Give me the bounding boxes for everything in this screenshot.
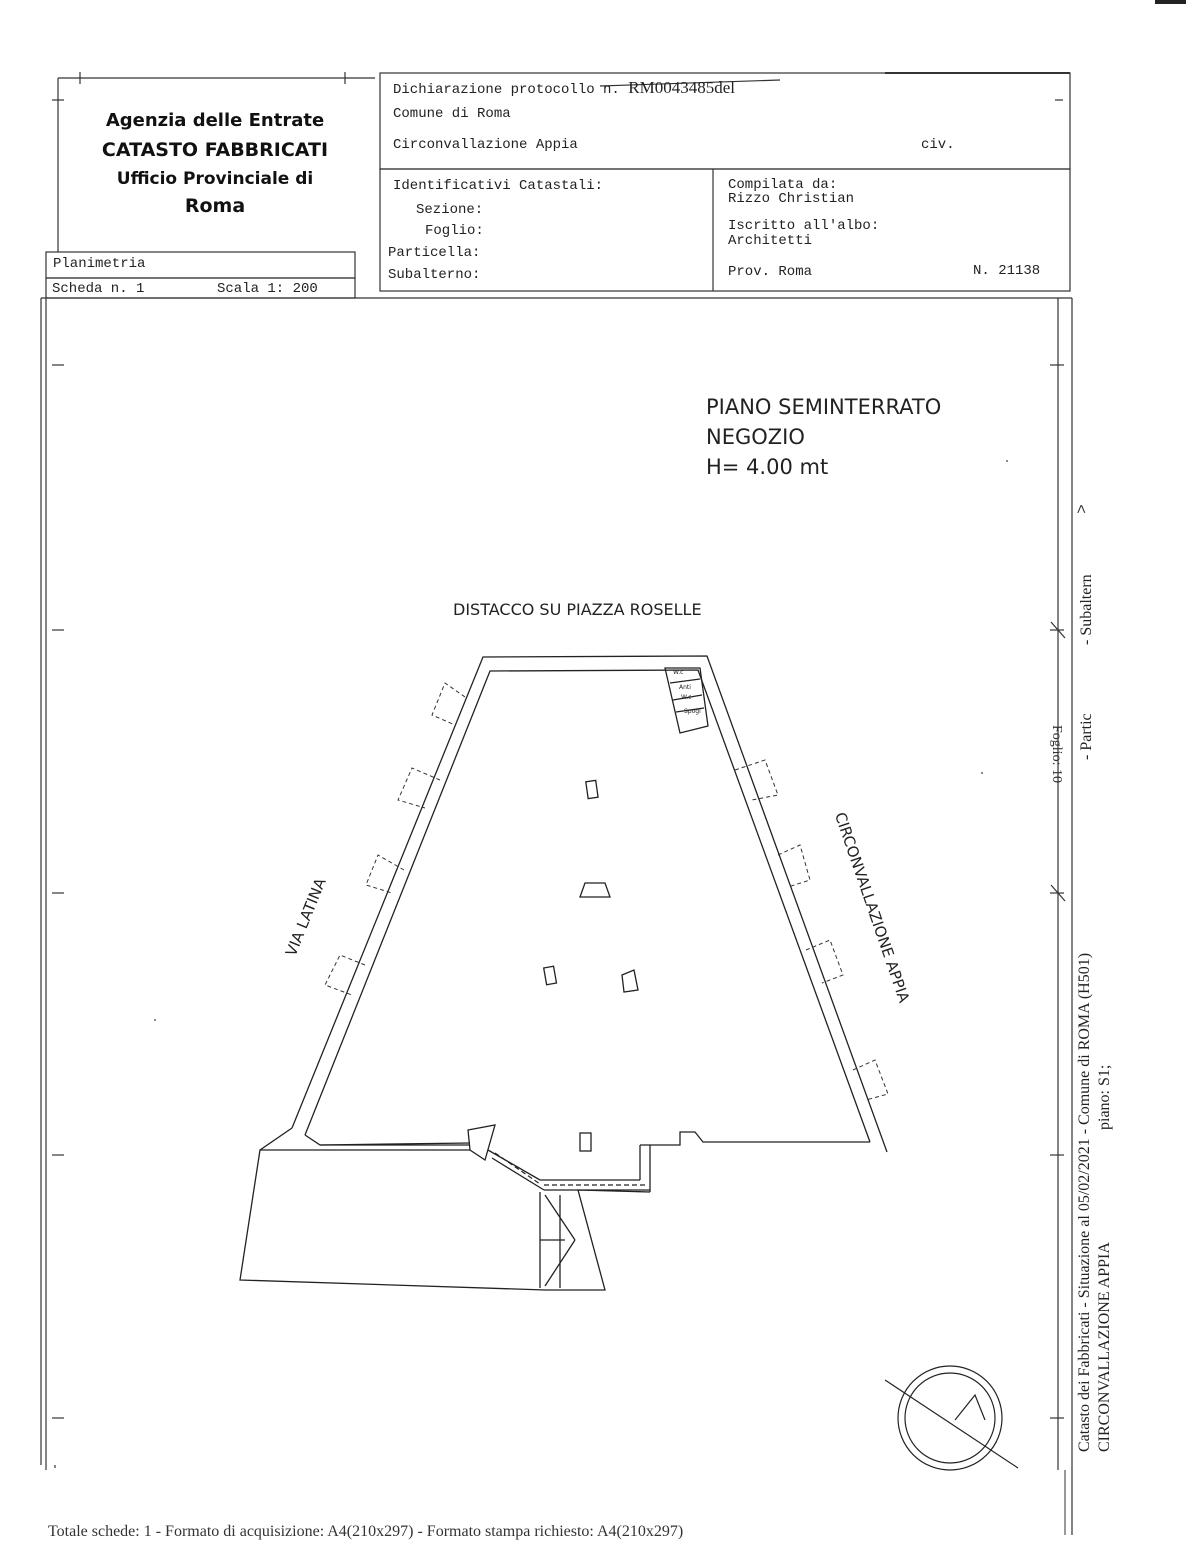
comune: Comune di Roma [393,106,511,122]
identificativi-title: Identificativi Catastali: [393,178,604,194]
particella-label: Particella: [388,245,481,261]
subalterno-label: Subalterno: [388,267,481,283]
plan-title [706,392,941,482]
room-spogliatoio: Spogl [684,708,701,715]
sidebar-piano: piano: S1; [1096,1064,1113,1130]
foglio-label: Foglio: [425,223,484,239]
sidebar-indirizzo: CIRCONVALLAZIONE APPIA [1096,1242,1113,1452]
sidebar-situazione: Catasto dei Fabbricati - Situazione al 05/02/2021 - Comune di ROMA (H501) [1076,952,1093,1452]
scheda-number: Scheda n. 1 [52,281,145,297]
room-wc-2: W.c [681,694,692,701]
iscritto-label: Iscritto all'albo: [728,218,880,234]
via-latina-label: VIA LATINA [282,875,330,959]
sidebar-arrow: > [1073,504,1091,514]
planimetria-label: Planimetria [53,256,146,272]
agency-name: Agenzia delle Entrate [105,110,325,131]
sidebar-foglio-partial: Foglio: 10 [1049,725,1064,783]
compilata-label: Compilata da: [728,177,838,193]
distacco-label: DISTACCO SU PIAZZA ROSELLE [453,600,702,619]
catasto-fabbricati-title: CATASTO FABBRICATI [101,139,329,161]
sezione-label: Sezione: [416,202,484,218]
ufficio-label: Ufficio Provinciale di [116,169,314,189]
circonvallazione-label: CIRCONVALLAZIONE APPIA [830,810,914,1005]
room-anti: Anti [679,684,691,691]
agency-block [70,108,360,220]
compilata-nome: Rizzo Christian [728,191,855,207]
sidebar-particella-partial: - Partic [1078,713,1095,760]
provincia: Prov. Roma [728,264,813,280]
civ-label: civ. [921,137,955,153]
albo: Architetti [728,233,813,249]
footer-cut-text: Totale schede: 1 - Formato di acquisizione: A4(210x297) - Formato stampa richiesto: A4(210x297) [48,1523,684,1540]
plan-title-piano: PIANO SEMINTERRATO [706,395,942,419]
dichiarazione-label [393,78,735,98]
ufficio-city: Roma [184,195,246,217]
protocollo-number: RM0043485del [628,78,735,97]
plan-title-uso: NEGOZIO [706,425,805,449]
albo-number: N. 21138 [973,263,1041,279]
dichiarazione-text: Dichiarazione protocollo n. [393,82,620,98]
room-wc: W.c [673,669,684,676]
scala: Scala 1: 200 [217,281,318,297]
sidebar-subalterno-partial: - Subaltern [1078,574,1095,645]
indirizzo: Circonvallazione Appia [393,137,578,153]
plan-title-altezza: H= 4.00 mt [706,455,829,479]
